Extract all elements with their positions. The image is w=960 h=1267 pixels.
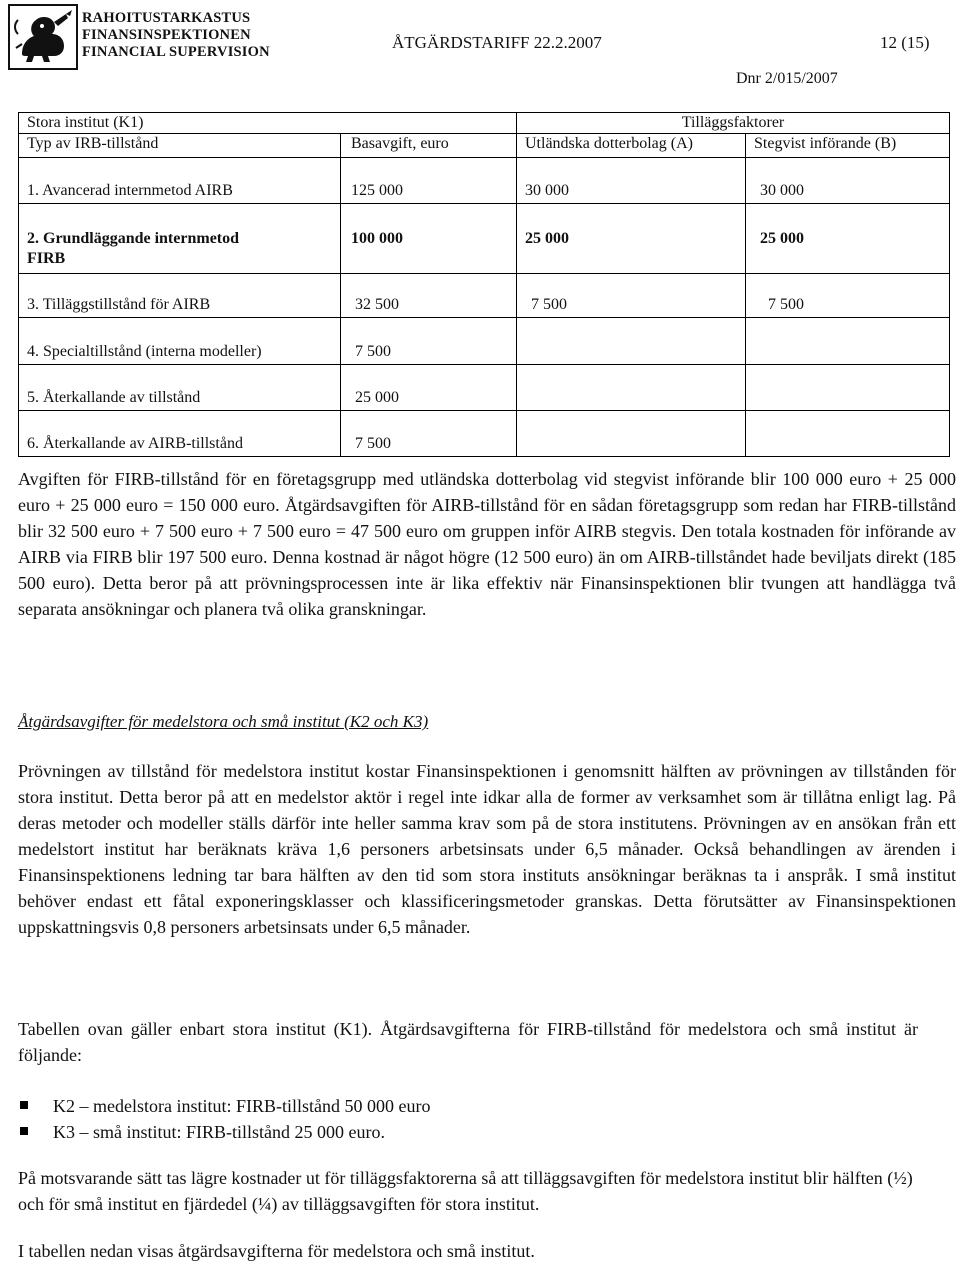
table-cell — [517, 365, 746, 411]
table-cell: 7 500 — [341, 318, 517, 365]
list-item — [18, 1093, 956, 1119]
table-cell — [746, 365, 950, 411]
table-cell: 30 000 — [746, 158, 950, 204]
fee-table — [18, 112, 950, 457]
paragraph: I tabellen nedan visas åtgärdsavgifterna för medelstora och små institut. — [18, 1241, 535, 1261]
lion-emblem-icon — [8, 4, 78, 70]
table-cell: 7 500 — [517, 274, 746, 318]
table-cell — [746, 411, 950, 457]
bullet-square-icon — [20, 1127, 28, 1135]
table-cell — [517, 411, 746, 457]
section-heading: Åtgärdsavgifter för medelstora och små institut (K2 och K3) — [18, 712, 429, 731]
table-cell: 25 000 — [341, 365, 517, 411]
paragraph: På motsvarande sätt tas lägre kostnader ut för tilläggsfaktorerna så att tilläggsavgiften för medelstora institut blir hälften (½) och för små institut en fjärdedel (¼) av tilläggsavgiften för stora institut. — [18, 1168, 913, 1214]
org-name-line: FINANCIAL SUPERVISION — [82, 44, 270, 60]
table-row — [19, 113, 950, 134]
paragraph: Tabellen ovan gäller enbart stora institut (K1). Åtgärdsavgifterna för FIRB-tillstånd för medelstora och små institut är följande: — [18, 1019, 918, 1065]
table-cell: 3. Tilläggstillstånd för AIRB — [19, 274, 341, 318]
column-header: Basavgift, euro — [341, 134, 517, 158]
table-cell: 32 500 — [341, 274, 517, 318]
table-cell: 100 000 — [341, 204, 517, 274]
table-cell: 1. Avancerad internmetod AIRB — [19, 158, 341, 204]
table-row — [19, 274, 950, 318]
table-header-row — [19, 134, 950, 158]
table-title-cell: Stora institut (K1) — [19, 113, 517, 134]
table-row — [19, 411, 950, 457]
table-cell — [19, 204, 341, 274]
paragraph: Prövningen av tillstånd för medelstora institut kostar Finansinspektionen i genomsnitt hälften av prövningen av tillstånden för stora institut. Detta beror på att en medelstor aktör i regel inte idkar alla de former av verksamhet som är tillåtna enligt lag. På deras metoder och modeller ställs därför inte heller samma krav som på de stora institutens. Prövningen av en ansökan från ett medelstort institut har beräknats kräva 1,6 personers arbetsinsats under 6,5 månader. Också behandlingen av ärenden i Finansinspektionens ledning tar bara hälften av den tid som stora instituts ansökningar beräknas ta i anspråk. I små institut behöver endast ett fåtal exponeringsklasser och klassificeringsmetoder granskas. Detta förutsätter av Finansinspektionen uppskattningsvis 0,8 personers arbetsinsats under 6,5 månader. — [18, 761, 956, 937]
table-row — [19, 204, 950, 274]
table-cell: 4. Specialtillstånd (interna modeller) — [19, 318, 341, 365]
table-cell — [746, 318, 950, 365]
table-cell: 5. Återkallande av tillstånd — [19, 365, 341, 411]
column-header: Stegvist införande (B) — [746, 134, 950, 158]
table-cell: 25 000 — [746, 204, 950, 274]
paragraph: Avgiften för FIRB-tillstånd för en företagsgrupp med utländska dotterbolag vid stegvist införande blir 100 000 euro + 25 000 euro + 25 000 euro = 150 000 euro. Åtgärdsavgiften för AIRB-tillstånd för en sådan företagsgrupp som redan har FIRB-tillstånd blir 32 500 euro + 7 500 euro + 7 500 euro = 47 500 euro om gruppen inför AIRB stegvis. Den totala kostnaden för införande av AIRB via FIRB blir 197 500 euro. Denna kostnad är något högre (12 500 euro) än om AIRB-tillståndet hade beviljats direkt (185 500 euro). Detta beror på att prövningsprocessen inte är lika effektiv när Finansinspektionen blir tvungen att handlägga två separata ansökningar och planera två olika granskningar. — [18, 469, 956, 619]
organization-logo — [8, 4, 270, 70]
table-cell: 7 500 — [746, 274, 950, 318]
registration-number: Dnr 2/015/2007 — [736, 70, 838, 87]
org-name-line: FINANSINSPEKTIONEN — [82, 27, 251, 43]
list-item — [18, 1119, 956, 1145]
group-header-cell: Tilläggsfaktorer — [517, 113, 950, 134]
table-row — [19, 365, 950, 411]
cell-text: 2. Grundläggande internmetod FIRB — [27, 230, 240, 267]
table-row — [19, 318, 950, 365]
bullet-list — [18, 1093, 956, 1145]
org-name-line: RAHOITUSTARKASTUS — [82, 10, 251, 26]
document-title: ÅTGÄRDSTARIFF 22.2.2007 — [392, 33, 602, 52]
table-cell: 7 500 — [341, 411, 517, 457]
list-item-text: K3 – små institut: FIRB-tillstånd 25 000 euro. — [53, 1122, 385, 1142]
page-header — [0, 0, 960, 100]
table-cell — [517, 318, 746, 365]
table-row — [19, 158, 950, 204]
table-cell: 125 000 — [341, 158, 517, 204]
column-header: Utländska dotterbolag (A) — [517, 134, 746, 158]
table-cell: 30 000 — [517, 158, 746, 204]
page-number: 12 (15) — [880, 33, 930, 52]
column-header: Typ av IRB-tillstånd — [19, 134, 341, 158]
table-cell: 6. Återkallande av AIRB-tillstånd — [19, 411, 341, 457]
organization-name — [82, 10, 270, 61]
list-item-text: K2 – medelstora institut: FIRB-tillstånd 50 000 euro — [53, 1096, 431, 1116]
bullet-square-icon — [20, 1101, 28, 1109]
table-cell: 25 000 — [517, 204, 746, 274]
